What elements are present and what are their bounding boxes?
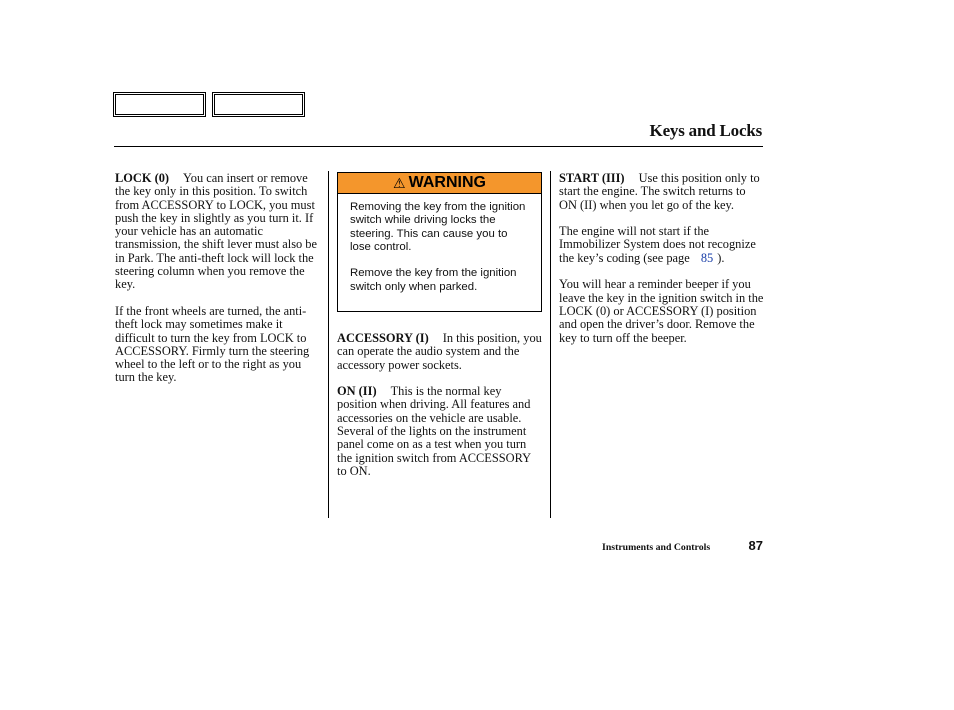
nav-button-next[interactable]: [212, 92, 305, 117]
header-rule: [114, 146, 763, 147]
column-middle: [337, 332, 542, 492]
lock-heading: LOCK (0): [115, 171, 170, 185]
lock-paragraph: [115, 172, 320, 292]
immobilizer-text: The engine will not start if the Immobilizer System does not recognize the key’s coding (see page: [559, 224, 756, 265]
accessory-heading: ACCESSORY (I): [337, 331, 429, 345]
start-paragraph: [559, 172, 764, 212]
on-paragraph: [337, 385, 542, 478]
warning-box: [337, 172, 542, 312]
start-heading: START (III): [559, 171, 625, 185]
start-text: Use this position only to start the engine. The switch returns to ON (II) when you let go of the key.: [559, 171, 760, 212]
warning-header: [338, 173, 541, 194]
beeper-paragraph: You will hear a reminder beeper if you leave the key in the ignition switch in the LOCK (0) or ACCESSORY (I) position and open the driver’s door. Remove the key to turn off the beeper.: [559, 277, 764, 345]
column-left: [115, 172, 320, 398]
page-link-85[interactable]: 85: [700, 250, 714, 265]
column-divider-1: [328, 171, 329, 518]
warning-text-2: Remove the key from the ignition switch only when parked.: [350, 267, 517, 293]
nav-button-prev[interactable]: [113, 92, 206, 117]
lock-text: You can insert or remove the key only in this position. To switch from ACCESSORY to LOCK, you must push the key in slightly as you turn it. If your vehicle has an automatic transmission, the shift lever must also be in Park. The anti-theft lock will lock the steering column when you remove the key.: [115, 171, 318, 292]
column-right: [559, 172, 764, 358]
warning-text-1: Removing the key from the ignition switch while driving locks the steering. This can cause you to lose control.: [350, 201, 526, 253]
section-label: Instruments and Controls: [602, 542, 711, 553]
on-heading: ON (II): [337, 384, 377, 399]
warning-title: WARNING: [408, 174, 486, 191]
immobilizer-end: ).: [717, 250, 725, 265]
page-title: Keys and Locks: [649, 121, 762, 140]
page-number: 87: [748, 538, 763, 553]
wheels-paragraph: If the front wheels are turned, the anti-theft lock may sometimes make it difficult to turn the key from LOCK to ACCESSORY. Firmly turn the steering wheel to the left or to the right as you turn the key.: [115, 303, 310, 385]
accessory-text: In this position, you can operate the audio system and the accessory power sockets.: [337, 331, 542, 372]
page-footer: [602, 538, 763, 553]
warning-body: [338, 194, 541, 294]
immobilizer-paragraph: [559, 225, 764, 265]
on-text: This is the normal key position when driving. All features and accessories on the vehicle are usable. Several of the lights on the instrument panel come on as a test when you turn the ignition switch from ACCESSORY to ON.: [337, 384, 531, 478]
warning-triangle-icon: ⚠: [393, 175, 406, 191]
column-divider-2: [550, 171, 551, 518]
accessory-paragraph: [337, 332, 542, 372]
